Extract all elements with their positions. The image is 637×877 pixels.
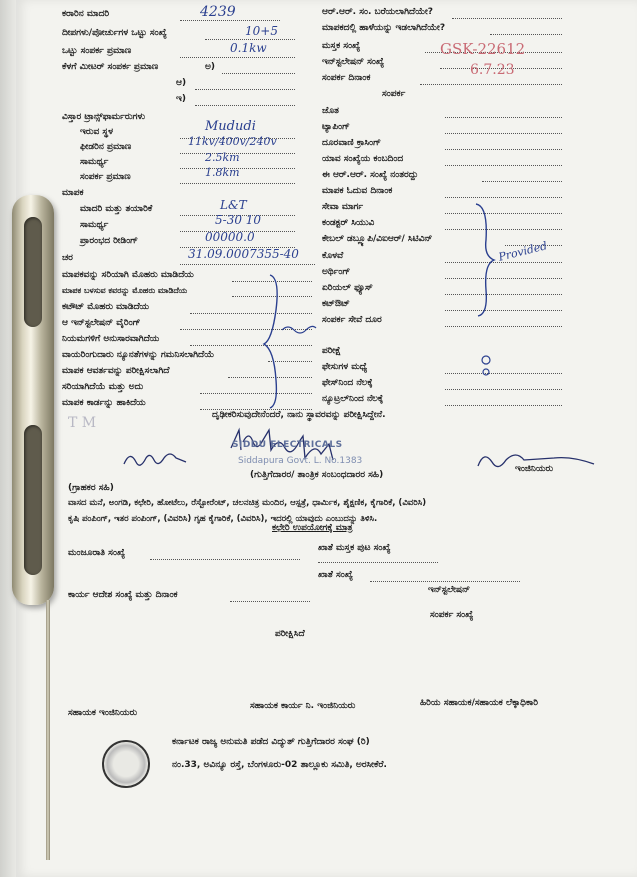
contractor-sign-caption: (ಗುತ್ತಿಗೆದಾರರ/ ತಾಂತ್ರಿಕ ಸಂಬಂಧದಾರರ ಸಹಿ) bbox=[250, 470, 384, 480]
left-value-8: 11kv/400v/240v bbox=[188, 135, 277, 148]
left-label-9: ಸಾಮರ್ಥ್ಯ bbox=[80, 157, 109, 167]
handwritten-test-marks bbox=[476, 352, 496, 382]
left-label-18: ಕಟೌಟ್ ಮೊಹರು ಮಾಡಿದೆಯ bbox=[62, 302, 150, 312]
consumer-sign-label: (ಗ್ರಾಹಕರ ಸಹಿ) bbox=[68, 483, 114, 493]
right-label-15: ಕೊಳವೆ bbox=[322, 251, 344, 261]
right-label-18: ಕಟ್‌ಔಟ್ bbox=[322, 299, 350, 309]
office-receipt-label: ಮಂಜೂರಾತಿ ಸಂಖ್ಯೆ bbox=[68, 548, 126, 558]
left-value-7: Mududi bbox=[205, 119, 256, 134]
consumer-signature bbox=[120, 446, 200, 472]
right-label-12: ಸೇವಾ ಮಾರ್ಗ bbox=[322, 202, 364, 212]
left-label-8: ಫೀಡರಿನ ಪ್ರಮಾಣ bbox=[80, 142, 132, 152]
left-label-21: ವಾಯರಿಂಗುದಾರು ನ್ಯೂನತೆಗಳನ್ನು ಗಮನಿಸಲಾಗಿದೆಯೆ bbox=[62, 350, 215, 360]
left-label-3: ಕೆಳಗೆ ಮೀಟರ್ ಸಂಪರ್ಕ ಪ್ರಮಾಣ bbox=[62, 62, 159, 72]
left-label-6: ವಿಸ್ತಾರ ಟ್ರಾನ್ಸ್‌ಫಾರ್ಮರುಗಳು bbox=[62, 112, 146, 122]
bleed-through-marks: T M bbox=[68, 415, 97, 431]
left-label-16: ಮಾಪಕವನ್ನು ಸರಿಯಾಗಿ ಮೊಹರು ಮಾಡಿದೆಯ bbox=[62, 270, 194, 280]
engineer-caption: ಇಂಜಿನಿಯರು bbox=[515, 464, 554, 474]
left-value-10: 1.8km bbox=[205, 166, 240, 179]
office-account-page-label: ಖಾತೆ ಮಸ್ತಕ ಪುಟ ಸಂಖ್ಯೆ bbox=[318, 543, 391, 553]
left-value-5: ಇ) bbox=[176, 94, 186, 104]
left-label-1: ದೀಪಗಳು/ಪೋರ್ಚುಗಳ ಒಟ್ಟು ಸಂಖ್ಯೆ bbox=[62, 28, 167, 38]
right-label-20: ಪರೀಕ್ಷೆ bbox=[322, 346, 341, 356]
right-label-11: ಮಾಪಕ ಓದುವ ದಿನಾಂಕ bbox=[322, 186, 393, 196]
binder-spine bbox=[46, 600, 50, 860]
officer-accounts: ಹಿರಿಯ ಸಹಾಯಕ/ಸಹಾಯಕ ಲೆಕ್ಕಾಧಿಕಾರಿ bbox=[420, 698, 538, 708]
handwritten-brace-left bbox=[250, 270, 320, 410]
usage-line-2: ಕೃಷಿ ಪಂಪಿಂಗ್, ಇತರ ಪಂಪಿಂಗ್, (ವಿವರಿಸಿ) ಗೃಹ ಕೈಗಾರಿಕೆ, (ವಿವರಿಸಿ), ಇದರಲ್ಲಿ ಯಾವುದು ಎಂಬುದನ್ನು ತಿಳಿಸಿ. bbox=[68, 514, 378, 524]
footer-association-address: ನಂ.33, ಅವಿನ್ಯೂ ರಸ್ತೆ, ಬೆಂಗಳೂರು-02 ತಾಲ್ಲೂಕು ಸಮಿತಿ, ಅರಸೀಕೆರೆ. bbox=[172, 760, 387, 770]
left-label-2: ಒಟ್ಟು ಸಂಪರ್ಕ ಪ್ರಮಾಣ bbox=[62, 46, 132, 56]
left-label-0: ಕರಾರಿನ ಮಾದರಿ bbox=[62, 9, 110, 19]
right-label-6: ಜೊತ bbox=[322, 106, 339, 116]
right-label-4: ಸಂಪರ್ಕ ದಿನಾಂಕ bbox=[322, 73, 371, 83]
left-value-4: ಆ) bbox=[176, 78, 187, 88]
left-label-19: ಆ ಇನ್‌ಸ್ಟಲೇಷನ್ ವೈರಿಂಗ್ bbox=[62, 318, 141, 328]
certification-text: ದೃಢೀಕರಿಸುವುದೇನೆಂದರೆ, ನಾನು ಸ್ಥಾವರವನ್ನು ಪರೀಕ್ಷಿಸಿದ್ದೇನೆ. bbox=[212, 410, 386, 420]
right-label-8: ದೂರವಾಣಿ ಕ್ರಾಸಿಂಗ್ bbox=[322, 138, 381, 148]
association-seal-emblem bbox=[102, 740, 150, 788]
left-label-13: ಸಾಮರ್ಥ್ಯ bbox=[80, 220, 109, 230]
right-label-5: ಸಂಪರ್ಕ bbox=[382, 89, 406, 99]
left-label-7: ಇರುವ ಸ್ಥಳ bbox=[80, 127, 113, 137]
office-work-order-label: ಕಾರ್ಯ ಆದೇಶ ಸಂಖ್ಯೆ ಮತ್ತು ದಿನಾಂಕ bbox=[68, 590, 178, 600]
binder-clip bbox=[12, 195, 54, 605]
footer-association-name: ಕರ್ನಾಟಕ ರಾಜ್ಯ ಅನುಮತಿ ಪಡೆದ ವಿದ್ಯುತ್ ಗುತ್ತಿಗೆದಾರರ ಸಂಘ (ರಿ) bbox=[172, 737, 370, 747]
office-use-title: ಕಛೇರಿ ಉಪಯೋಗಕ್ಕೆ ಮಾತ್ರ bbox=[272, 523, 353, 533]
right-label-14: ಕೇಬಲ್ ಡಬ್ಲ್ಯೂಪಿ/ವಿಐಆರ್/ ಸಿಟಿವಿನ್ bbox=[322, 234, 433, 244]
right-label-7: ಟ್ಯಾಪಿಂಗ್ bbox=[322, 122, 350, 132]
right-label-9: ಯಾವ ಸಂಖ್ಯೆಯ ಕಂಬದಿಂದ bbox=[322, 154, 404, 164]
officer-asst-engineer: ಸಹಾಯಕ ಇಂಜಿನಿಯರು bbox=[68, 708, 138, 718]
left-label-20: ನಿಯಮಗಳಿಗೆ ಅನುಸಾರವಾಗಿದೆಯ bbox=[62, 334, 160, 344]
left-value-3: ಅ) bbox=[205, 62, 216, 72]
right-label-13: ಕಂಡಕ್ಟರ್ ಸಿಯುವಿ bbox=[322, 218, 375, 228]
right-label-16: ಅರ್ಥಿಂಗ್ bbox=[322, 267, 351, 277]
left-label-24: ಮಾಪಕ ಕಾರ್ಡನ್ನು ಹಾಕಿದೆಯ bbox=[62, 398, 146, 408]
office-installation-label: ಇನ್‌ಸ್ಟಲೇಷನ್ bbox=[428, 585, 471, 595]
left-label-15: ಚರ bbox=[62, 253, 73, 263]
left-label-11: ಮಾಪಕ bbox=[62, 188, 84, 198]
left-label-23: ಸರಿಯಾಗಿದೆಯೆ ಮತ್ತು ಅದು bbox=[62, 382, 144, 392]
left-label-14: ಪ್ರಾರಂಭದ ರೀಡಿಂಗ್ bbox=[80, 236, 138, 246]
right-label-17: ಏರಿಯಲ್ ಫ್ಯೂಸ್ bbox=[322, 283, 373, 293]
office-connection-no-label: ಸಂಪರ್ಕ ಸಂಖ್ಯೆ bbox=[430, 610, 474, 620]
office-account-no-label: ಖಾತೆ ಸಂಖ್ಯೆ bbox=[318, 570, 353, 580]
left-value-15: 31.09.0007355-40 bbox=[188, 247, 299, 261]
office-checked-label: ಪರೀಕ್ಷಿಸಿದೆ bbox=[275, 629, 305, 639]
left-label-10: ಸಂಪರ್ಕ ಪ್ರಮಾಣ bbox=[80, 172, 131, 182]
handwritten-provided-note: Provided bbox=[497, 239, 549, 264]
right-label-23: ನ್ಯೂಟ್ರಲ್‌ನಿಂದ ನೆಲಕ್ಕೆ bbox=[322, 394, 384, 404]
right-label-21: ಫೇಸುಗಳ ಮಧ್ಯೆ bbox=[322, 362, 368, 372]
right-label-19: ಸಂಪರ್ಕ ಸೇವೆ ದೂರ bbox=[322, 315, 382, 325]
left-value-13: 5-30 10 bbox=[215, 213, 262, 227]
left-label-12: ಮಾದರಿ ಮತ್ತು ತಯಾರಿಕೆ bbox=[80, 204, 153, 214]
right-value-3: GSK-22612 bbox=[440, 40, 526, 58]
left-label-22: ಮಾಪಕ ಆವರ್ತವನ್ನು ಪರೀಕ್ಷಿಸಲಾಗಿದೆ bbox=[62, 366, 170, 376]
stamp-company-name: SIDDU ELECTRICALS bbox=[232, 440, 343, 450]
officer-asst-exec-engineer: ಸಹಾಯಕ ಕಾರ್ಯ ನಿ. ಇಂಜಿನಿಯರು bbox=[250, 701, 356, 711]
right-label-2: ಮಸ್ತಕ ಸಂಖ್ಯೆ bbox=[322, 41, 361, 51]
left-value-0: 4239 bbox=[200, 4, 236, 20]
right-label-1: ಮಾಪಕದಲ್ಲಿ ಹಾಳೆಯನ್ನು ಇಡಲಾಗಿದೆಯೇ? bbox=[322, 23, 446, 33]
left-value-2: 0.1kw bbox=[230, 41, 267, 55]
right-label-10: ಈ ಆರ್.ಆರ್. ಸಂಖ್ಯೆ ನಂತರದ್ದು bbox=[322, 170, 419, 180]
right-label-22: ಫೇಸ್‌ನಿಂದ ನೆಲಕ್ಕೆ bbox=[322, 378, 373, 388]
right-label-3: ಇನ್‌ಸ್ಟಲೇಷನ್ ಸಂಖ್ಯೆ bbox=[322, 57, 385, 67]
right-value-4: 6.7.23 bbox=[470, 62, 515, 78]
left-value-14: 00000.0 bbox=[205, 230, 255, 244]
left-value-12: L&T bbox=[220, 198, 247, 212]
stamp-address: Siddapura Govt. L. No.1383 bbox=[238, 456, 363, 466]
left-value-9: 2.5km bbox=[205, 151, 240, 164]
left-value-1: 10+5 bbox=[245, 24, 278, 38]
left-label-17: ಮಾಪಕ ಬಳಸುವ ಕವರನ್ನು ಮೊಹರು ಮಾಡಿದೆಯ bbox=[62, 286, 188, 295]
usage-line-1: ವಾಸದ ಮನೆ, ಅಂಗಡಿ, ಕಛೇರಿ, ಹೋಟೆಲು, ರೆಸ್ಟೋರೆಂಟ್, ಚಲನಚಿತ್ರ ಮಂದಿರ, ಆಸ್ಪತ್ರೆ, ಧಾರ್ಮಿಕ, ಶೈಕ್ಷಣಿಕ, ಕೈಗಾರಿಕೆ, (ವಿವರಿಸಿ) bbox=[68, 498, 427, 508]
right-label-0: ಆರ್.ಆರ್. ಸಂ. ಬರೆಯಲಾಗಿದೆಯೇ? bbox=[322, 7, 434, 17]
